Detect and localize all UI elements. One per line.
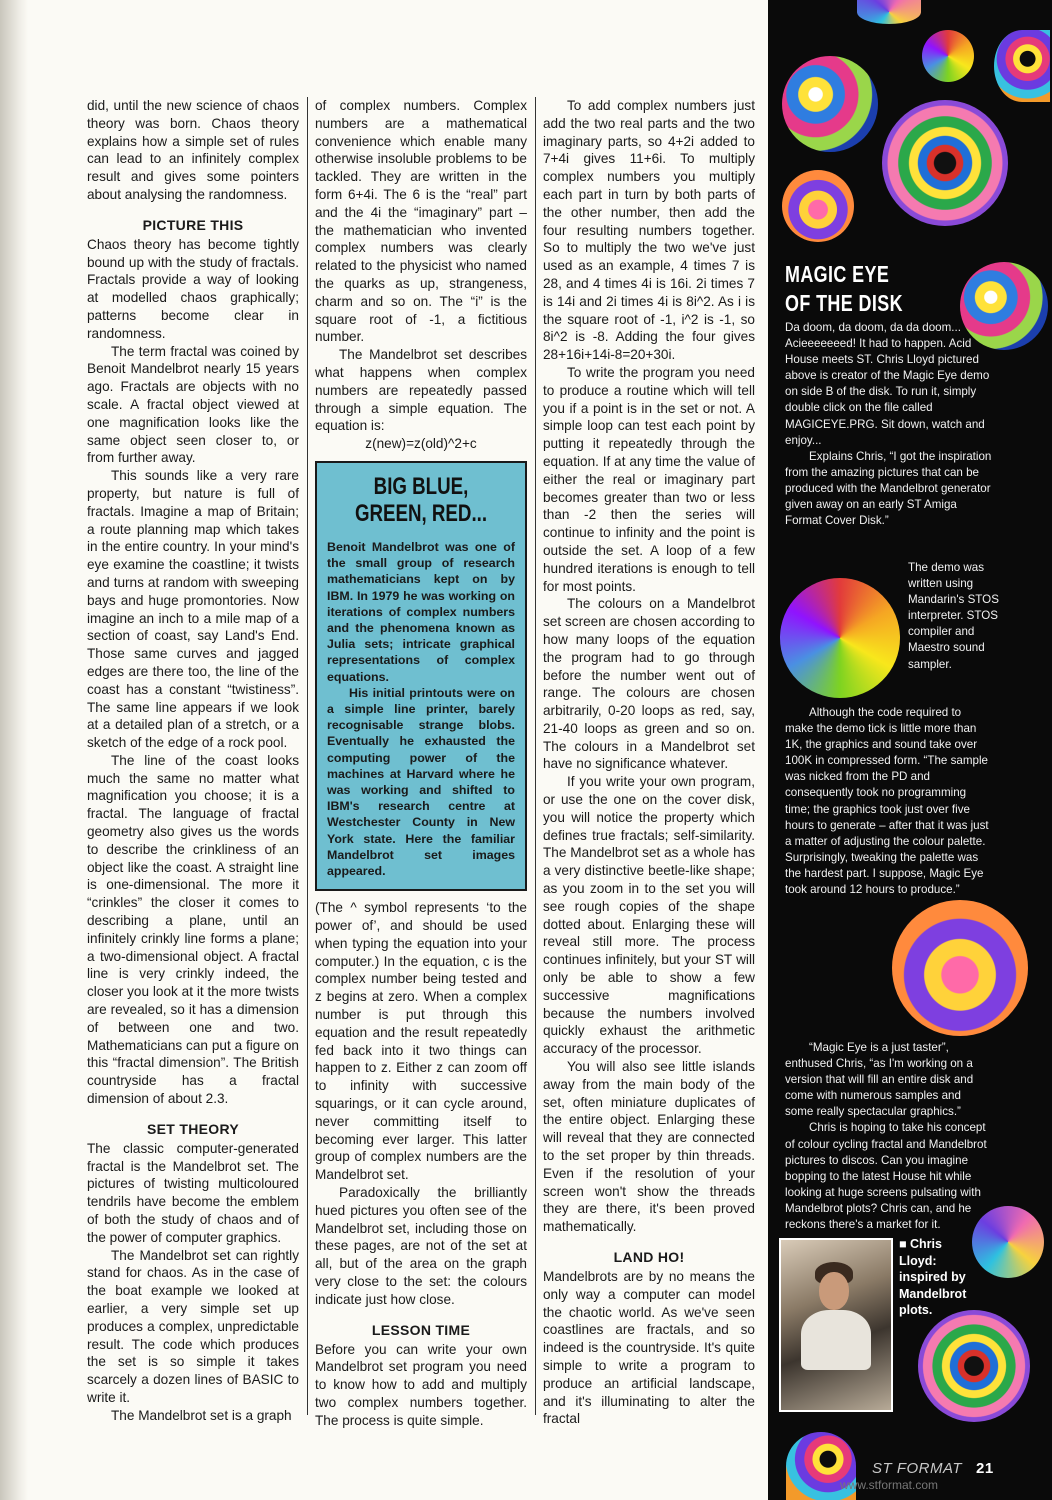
sidebar-title [785,260,903,318]
paragraph: did, until the new science of chaos theory was born. Chaos theory explains how a simple set of rules can lead to an infinitely complex result and gives some pointers about analysing the randomness. [87,98,299,202]
paragraph: To write the program you need to produce a routine which will tell you if a point is in the set or not. A simple loop can test each point by putting it repeatedly through the equation. If at any time the value of either the real or imaginary part becomes greater than two or less than -2 then the series will continue to infinity and the point is outside the set. A loop of a few hundred iterations is enough to tell for most points. [543,364,755,594]
article-column-3 [543,97,755,1428]
subheading-picture-this: PICTURE THIS [142,216,244,233]
fractal-image [918,1310,1030,1422]
boxout-big-blue [315,461,527,891]
title-line: OF THE DISK [785,290,903,316]
title-line: MAGIC EYE [785,261,890,287]
photo-caption: ■ Chris Lloyd: inspired by Mandelbrot plots. [899,1237,967,1317]
sidebar-paragraph: Chris is hoping to take his concept of colour cycling fractal and Mandelbrot pictures to discos. Can you imagine bopping to the latest House hit while looking at huge screens pulsating with Mandelbrot plots? Chris can, and he reckons there's a market for it. [785,1121,987,1232]
boxout-title: BIG BLUE, GREEN, RED... [354,472,488,527]
paragraph: Mandelbrots are by no means the only way a computer can model the chaotic world. As we've seen coastlines are fractals, and so indeed is the countryside. It's quite simple to write a program to produce an artificial landscape, and it's illuminating to alter the fractal [543,1269,755,1427]
photo-chris-lloyd [779,1238,893,1412]
sidebar-text-wrap [908,560,1008,673]
photo-shirt [801,1310,871,1370]
paragraph: The colours on a Mandelbrot set screen are chosen according to how many loops of the equation the program had to go through before the number went out of range. The colours are chosen arbitrarily, 0-20 loops as red, say, 21-40 loops as green and so on. The colours in a Mandelbrot set have no significance whatever. [543,596,755,772]
paragraph: The Mandelbrot set is a graph [111,1407,292,1423]
column-divider [535,97,536,1415]
column-divider [307,97,308,1415]
paragraph: The line of the coast looks much the same no matter what magnification you choose; it is a fractal. The language of fractal geometry also gives us the words to describe the crinkliness of an object like the coast. A straight line is one-dimensional. The more it “crinkles” the closer it comes to describing a plane, until an infinitely crinkly line forms a plane; a two-dimensional object. A fractal line is very crinkly indeed, the closer you look at it the more twists are revealed, so it has a dimension of between one and two. Mathematicians can put a figure on this “fractal dimension”. The British countryside has a fractal dimension of about 2.3. [87,752,299,1107]
subheading-lesson-time: LESSON TIME [371,1321,471,1338]
website-url: www.stformat.com [840,1478,939,1492]
sidebar-paragraph: Da doom, da doom, da da doom... Acieeeeeeed! It had to happen. Acid House meets ST. Chris Lloyd pictured above is creator of the Magic Eye demo on side B of the disk. To run it, simply double click on the file called MAGICEYE.PRG. Sit down, watch and enjoy... [785,321,990,447]
sidebar-paragraph: Although the code required to make the demo tick is little more than 1K, the graphics and sound take over 100K in compressed form. “The sample was nicked from the PD and consequently took no programming time; the graphics took just over five hours to generate – after that it was just a matter of adjusting the colour palette. Surprisingly, tweaking the palette was the hardest part. I suppose, Magic Eye took around 12 hours to produce.” [785,706,989,897]
paragraph: Chaos theory has become tightly bound up with the study of fractals. Fractals provide a way of looking at modelled chaos graphically; patterns become clear in randomness. [87,236,299,341]
boxout-paragraph: Benoit Mandelbrot was one of the small group of research mathematicians kept on by IBM. In 1979 he was working on iterations of complex numbers and the phenomena known as Julia sets; intricate graphical representations of complex equations. [327,539,515,684]
paragraph: Before you can write your own Mandelbrot set program you need to know how to add and multiply two complex numbers together. The process is quite simple. [315,1341,527,1428]
sidebar-paragraph: Explains Chris, “I got the inspiration from the amazing pictures that can be produced with the Mandelbrot generator given away on an early ST Amiga Format Cover Disk.” [785,449,992,528]
page-gutter-shadow [0,0,28,1500]
paragraph: The Mandelbrot set can rightly stand for chaos. As in the case of the boat example we looked at earlier, a very simple set up produces a complex, unpredictable result. The code which produces the set is so simple it takes scarcely a dozen lines of BASIC to write it. [87,1247,299,1405]
fractal-image [994,30,1050,102]
paragraph: This sounds like a very rare property, but nature is full of fractals. Imagine a map of Britain; a route planning map which takes in the entire country. In your mind's eye examine the coastline; it twists and turns at random with sweeping bays and huge promontories. Now imagine an inch to a mile map of a section of coast, say Land's End. Those same curves and jagged edges are there too, the line of the coast has a constant “twistiness”. The same line appears if we look at a detailed plan of a stretch, or a sketch of the edge of a rock pool. [87,468,299,751]
paragraph: The term fractal was coined by Benoit Mandelbrot nearly 15 years ago. Fractals are objects with no scale. A fractal object viewed at one magnification looks like the same object seen closer to, or from further away. [87,343,299,466]
fractal-image [782,56,878,152]
photo-face [819,1272,849,1310]
sidebar-paragraph: The demo was written using Mandarin's STOS interpreter. STOS compiler and Maestro sound sampler. [908,561,999,671]
fractal-image [882,100,1008,226]
fractal-image [892,900,1028,1036]
paragraph: If you write your own program, or use the one on the cover disk, you will notice the property which defines true fractals; self-similarity. The Mandelbrot set as a whole has a very distinctive beetle-like shape; as you zoom in to the set you will see rough copies of the shape dotted about. Enlarging these will reveal still more. The process continues infinitely, but your ST will only be able to show a few successive magnifications because the numbers involved quickly exhaust the arithmetic accuracy of the processor. [543,774,755,1057]
fractal-image [782,170,854,242]
sidebar-text-top [785,320,995,529]
fractal-image [972,1206,1044,1278]
paragraph: You will also see little islands away from the main body of the set, often miniature duplicates of the entire object. Enlarging these will reveal that they are connected to the set proper by thin threads. Even if the resolution of your screen won't show the threads they are there, it's been proved mathematically. [543,1059,755,1235]
boxout-paragraph: His initial printouts were on a simple line printer, barely recognisable strange blobs. Eventually he exhausted the computing power of the machines at Harvard where he was working and shifted to IBM's research centre at Westchester County in New York state. Here the familiar Mandelbrot set images appeared. [327,685,515,878]
sidebar-text-lower [785,1040,990,1233]
paragraph: (The ^ symbol represents ‘to the power of’, and should be used when typing the equation into your computer.) In the equation, c is the complex number being tested and z begins at zero. When a complex number is put through this equation and the result repeatedly fed back into it two things can happen to z. Either z can zoom off to infinity with successive squarings, or it can cycle around, never committing itself to becoming ever larger. This latter group of complex numbers are the Mandelbrot set. [315,900,527,1183]
sidebar-paragraph: “Magic Eye is a just taster”, enthused Chris, “as I'm working on a version that will fill an entire disk and come with numerous samples and some really spectacular graphics.” [785,1041,974,1119]
sidebar-text-middle [785,705,990,898]
equation: z(new)=z(old)^2+c [365,436,477,452]
article-column-1 [87,97,299,1425]
subheading-set-theory: SET THEORY [147,1120,239,1137]
fractal-image [780,578,900,698]
paragraph: The Mandelbrot set describes what happens when complex numbers are repeatedly passed through a simple equation. The equation is: [315,347,527,434]
page-footer [872,1460,994,1477]
paragraph: of complex numbers. Complex numbers are a mathematical convenience which enable many otherwise insoluble problems to be tackled. They are written in the form 6+4i. The 6 is the “real” part and the 4i the “imaginary” part – the mathematician who invented complex numbers was clearly related to the physicist who named the quarks as up, strangeness, charm and so on. The “i” is the square root of -1, a fictitious number. [315,98,527,345]
paragraph: Paradoxically the brilliantly hued pictures you often see of the Mandelbrot set, including those on these pages, are not of the set at all, but of the area on the graph very close to the set: the colours indicate just how close. [315,1184,527,1307]
fractal-image [857,0,921,24]
magazine-name: ST FORMAT [872,1460,963,1477]
subheading-land-ho: LAND HO! [613,1249,685,1265]
page-number: 21 [976,1460,994,1477]
article-column-2 [315,97,527,1430]
paragraph: To add complex numbers just add the two real parts and the two imaginary parts, so 4+2i added to 7+4i gives 11+6i. To multiply complex numbers you multiply each part in turn by both parts of the other number, then add the four resulting numbers together. So to multiply the two we've just used as an example, 4 times 7 is 28, and 4 times 4i is 16i. 2i times 7 is 14i and 2i times 4i is 8i^2. As i is the square root of -1, i^2 is -1, so 8i^2 is -8. Adding the four gives 28+16i+14i-8=20+30i. [543,98,755,363]
paragraph: The classic computer-generated fractal is the Mandelbrot set. The pictures of twisting multicoloured tendrils have become the emblem of both the study of chaos and of the power of computer graphics. [87,1140,299,1245]
fractal-image [922,30,974,82]
